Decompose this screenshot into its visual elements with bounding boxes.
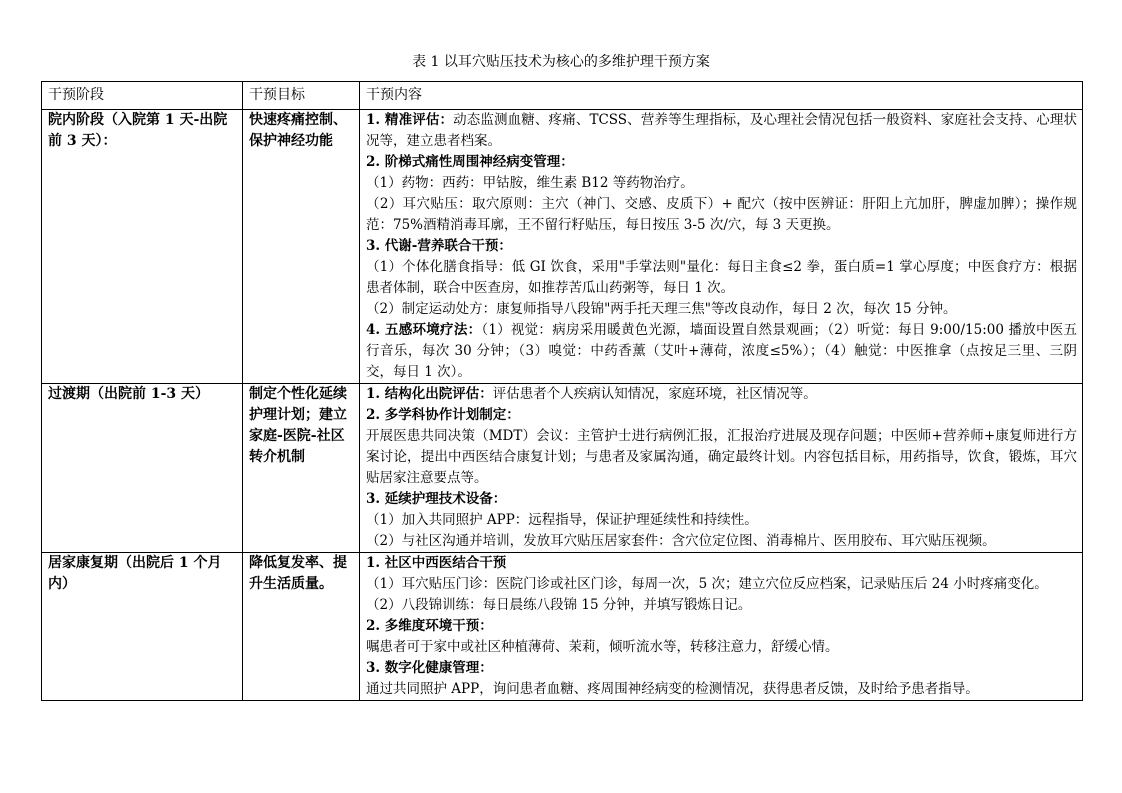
item-text: （1）视觉：病房采用暖黄色光源，墙面设置自然景观画；（2）听觉：每日 9:00/15:00 播放中医五行音乐，每次 30 分钟；（3）嗅觉：中药香薰（艾叶+薄荷，浓度≤5%）；（4）触觉：中医推拿（点按足三里、三阴交，每日 1 次）。 — [366, 322, 1077, 380]
item-text: 通过共同照护 APP，询问患者血糖、疼周围神经病变的检测情况，获得患者反馈，及时给予患者指导。 — [366, 681, 979, 697]
item-text: （2）与社区沟通并培训，发放耳穴贴压居家套件：含穴位定位图、消毒棉片、医用胶布、耳穴贴压视频。 — [366, 533, 996, 549]
table-header-row — [42, 82, 1083, 110]
item-title: 1. 社区中西医结合干预 — [366, 555, 507, 571]
item-text: （1）个体化膳食指导：低 GI 饮食，采用"手掌法则"量化：每日主食≤2 拳，蛋白质=1 掌心厚度；中医食疗方：根据患者体制，联合中医查房，如推荐苦瓜山药粥等，每日 1 次。 — [366, 259, 1077, 296]
content-line — [366, 299, 1077, 320]
content-line — [366, 236, 1077, 257]
stage-cell: 过渡期（出院前 1-3 天） — [42, 384, 243, 553]
table-row-inpatient — [42, 110, 1083, 384]
content-line — [366, 531, 1077, 552]
item-title: 2. 阶梯式痛性周围神经病变管理： — [366, 154, 574, 170]
item-text: （1）药物：西药：甲钴胺，维生素 B12 等药物治疗。 — [366, 175, 694, 191]
item-title: 2. 多学科协作计划制定： — [366, 407, 520, 423]
content-cell — [360, 384, 1083, 553]
goal-cell: 快速疼痛控制、保护神经功能 — [243, 110, 360, 384]
item-text: 嘱患者可于家中或社区种植薄荷、茉莉，倾听流水等，转移注意力，舒缓心情。 — [366, 639, 839, 655]
content-line — [366, 637, 1077, 658]
content-line — [366, 595, 1077, 616]
item-text: 动态监测血糖、疼痛、TCSS、营养等生理指标，及心理社会情况包括一般资料、家庭社会支持、心理状况等，建立患者档案。 — [366, 112, 1078, 149]
table-row-home-rehab — [42, 553, 1083, 701]
item-text: （2）制定运动处方：康复师指导八段锦"两手托天理三焦"等改良动作，每日 2 次，每次 15 分钟。 — [366, 301, 957, 317]
header-goal: 干预目标 — [243, 82, 360, 110]
stage-cell: 居家康复期（出院后 1 个月内） — [42, 553, 243, 701]
content-line — [366, 110, 1077, 152]
header-stage: 干预阶段 — [42, 82, 243, 110]
content-line — [366, 320, 1077, 383]
content-line — [366, 173, 1077, 194]
item-text: （2）八段锦训练：每日晨练八段锦 15 分钟，并填写锻炼日记。 — [366, 597, 752, 613]
item-title: 3. 代谢-营养联合干预： — [366, 238, 512, 254]
content-line — [366, 489, 1077, 510]
item-text: 开展医患共同决策（MDT）会议：主管护士进行病例汇报，汇报治疗进展及现存问题；中医师+营养师+康复师进行方案讨论，提出中西医结合康复计划；与患者及家属沟通，确定最终计划。内容包括目标，用药指导，饮食，锻炼，耳穴贴居家注意要点等。 — [366, 428, 1077, 486]
item-title: 4. 五感环境疗法： — [366, 322, 482, 338]
stage-cell: 院内阶段（入院第 1 天-出院前 3 天）： — [42, 110, 243, 384]
item-title: 1. 精准评估： — [366, 112, 454, 128]
goal-cell: 降低复发率、提升生活质量。 — [243, 553, 360, 701]
content-line — [366, 616, 1077, 637]
item-text: 评估患者个人疾病认知情况，家庭环境，社区情况等。 — [492, 386, 817, 402]
content-line — [366, 574, 1077, 595]
item-text: （1）加入共同照护 APP：远程指导，保证护理延续性和持续性。 — [366, 512, 758, 528]
content-line — [366, 384, 1077, 405]
content-line — [366, 405, 1077, 426]
content-cell — [360, 553, 1083, 701]
item-title: 2. 多维度环境干预： — [366, 618, 493, 634]
content-line — [366, 510, 1077, 531]
item-title: 1. 结构化出院评估： — [366, 386, 493, 402]
content-line — [366, 152, 1077, 173]
table-row-transition — [42, 384, 1083, 553]
table-caption: 表 1 以耳穴贴压技术为核心的多维护理干预方案 — [412, 54, 710, 70]
content-line — [366, 658, 1077, 679]
item-title: 3. 数字化健康管理： — [366, 660, 493, 676]
item-text: （1）耳穴贴压门诊：医院门诊或社区门诊，每周一次，5 次；建立穴位反应档案，记录贴压后 24 小时疼痛变化。 — [366, 576, 1048, 592]
intervention-table — [41, 81, 1083, 701]
content-line — [366, 553, 1077, 574]
item-title: 3. 延续护理技术设备： — [366, 491, 507, 507]
header-content: 干预内容 — [360, 82, 1083, 110]
content-line — [366, 257, 1077, 299]
goal-cell: 制定个性化延续护理计划；建立家庭-医院-社区转介机制 — [243, 384, 360, 553]
content-line — [366, 194, 1077, 236]
content-line — [366, 426, 1077, 489]
content-cell — [360, 110, 1083, 384]
content-line — [366, 679, 1077, 700]
item-text: （2）耳穴贴压：取穴原则：主穴（神门、交感、皮质下）+ 配穴（按中医辨证：肝阳上亢加肝，脾虚加脾）；操作规范：75%酒精消毒耳廓，王不留行籽贴压，每日按压 3-5 次/穴，每 3 天更换。 — [366, 196, 1077, 233]
